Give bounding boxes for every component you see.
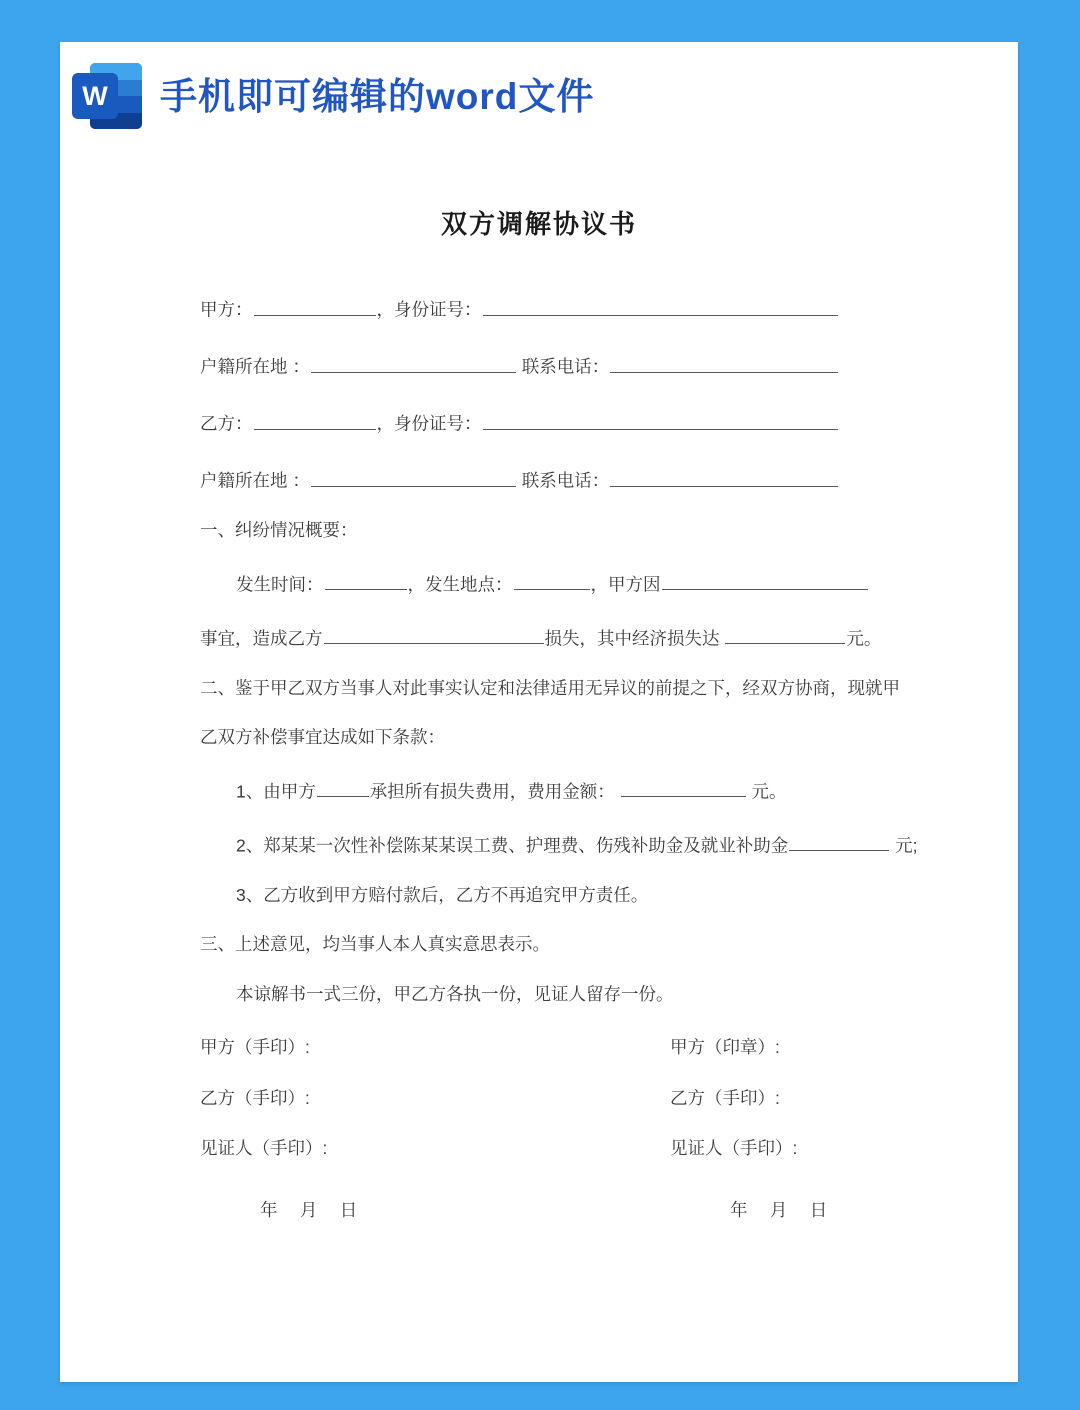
section-three-note: 本谅解书一式三份，甲乙方各执一份，见证人留存一份。 [236, 983, 674, 1004]
party-b-comma: ， [376, 413, 394, 434]
damage-amount-blank[interactable] [725, 626, 845, 645]
clause-1-party-blank[interactable] [317, 779, 369, 798]
banner-title: 手机即可编辑的word文件 [160, 75, 595, 117]
incident-cause-blank[interactable] [662, 572, 868, 591]
signature-party-b-fingerprint-right: 乙方（手印）: [670, 1087, 780, 1108]
signature-party-a-fingerprint: 甲方（手印）: [200, 1037, 310, 1057]
signature-date-left-text: 年 月 日 [260, 1199, 366, 1220]
party-a-comma: ， [376, 299, 394, 320]
signature-date-right-text: 年 月 日 [730, 1199, 836, 1220]
document-banner-header [60, 42, 1018, 150]
section-one-heading: 一、纠纷情况概要： [200, 520, 358, 540]
signature-witness-fingerprint-right: 见证人（手印）: [670, 1138, 798, 1158]
party-a-phone-blank[interactable] [610, 354, 838, 373]
clause-2-suffix: 元; [895, 835, 918, 855]
damage-unit-label: 元。 [846, 628, 882, 648]
party-b-address-label: 户籍所在地 ： [200, 470, 310, 491]
section-two-heading-line-2: 乙双方补偿事宜达成如下条款： [200, 727, 445, 747]
clause-1-amount-blank[interactable] [621, 779, 746, 798]
party-a-name-label: 甲方： [200, 299, 253, 320]
document-form-body [60, 297, 1018, 1219]
incident-time-label: 发生时间： [236, 574, 324, 594]
clause-2-amount-blank[interactable] [789, 833, 889, 852]
word-document-icon [72, 59, 142, 133]
party-b-phone-label: 联系电话： [521, 470, 610, 491]
signature-witness-fingerprint-left: 见证人（手印）: [200, 1138, 328, 1158]
party-b-name-blank[interactable] [254, 411, 376, 430]
signature-date-row [200, 1199, 943, 1220]
document-content [60, 150, 1018, 1219]
signature-row-witness [200, 1140, 943, 1158]
clause-2-prefix: 2、郑某某一次性补偿陈某某误工费、护理费、伤残补助金及就业补助金 [236, 835, 789, 855]
party-b-name-label: 乙方： [200, 413, 253, 434]
section-three-heading: 三、上述意见，均当事人本人真实意思表示。 [200, 934, 550, 954]
signature-date-right [670, 1199, 943, 1220]
damage-prefix-label: 事宜，造成乙方 [200, 628, 323, 648]
signature-party-b-fingerprint-left: 乙方（手印）: [200, 1087, 310, 1108]
clause-1-middle: 承担所有损失费用，费用金额： [369, 781, 615, 801]
party-a-identity-row [200, 297, 943, 319]
party-a-phone-label: 联系电话： [521, 356, 610, 377]
party-a-id-blank[interactable] [483, 297, 838, 316]
section-two-clause-3: 3、乙方收到甲方赔付款后，乙方不再追究甲方责任。 [236, 884, 649, 905]
signature-row-party-b [200, 1087, 943, 1108]
party-a-address-label: 户籍所在地 ： [200, 356, 310, 377]
damage-middle-label: 损失，其中经济损失达 [544, 628, 720, 648]
document-title: 双方调解协议书 [440, 209, 637, 239]
incident-cause-label: ，甲方因 [590, 574, 661, 594]
section-one-incident-row [200, 572, 943, 594]
signature-row-party-a [200, 1039, 943, 1057]
section-one-damage-row [200, 626, 943, 648]
clause-1-prefix: 1、由甲方 [236, 781, 316, 801]
party-a-contact-row [200, 354, 943, 376]
clause-1-suffix: 元。 [751, 781, 787, 801]
party-a-name-blank[interactable] [254, 297, 376, 316]
section-two-heading-line-1: 二、鉴于甲乙双方当事人对此事实认定和法律适用无异议的前提之下，经双方协商，现就甲 [200, 677, 900, 698]
party-b-phone-blank[interactable] [610, 468, 838, 487]
party-a-id-label: 身份证号： [394, 299, 482, 320]
signature-block [200, 1039, 943, 1219]
party-a-address-blank[interactable] [311, 354, 516, 373]
damage-description-blank[interactable] [324, 626, 544, 645]
section-two-clause-2 [200, 833, 943, 855]
section-two-clause-1 [200, 779, 943, 801]
party-b-id-label: 身份证号： [394, 413, 482, 434]
party-b-identity-row [200, 411, 943, 433]
incident-time-blank[interactable] [325, 572, 407, 591]
party-b-contact-row [200, 468, 943, 490]
party-b-id-blank[interactable] [483, 411, 838, 430]
party-b-address-blank[interactable] [311, 468, 516, 487]
incident-place-blank[interactable] [514, 572, 590, 591]
signature-party-a-seal: 甲方（印章）: [670, 1037, 780, 1057]
incident-place-label: ，发生地点： [407, 574, 513, 594]
word-icon-letter-badge: W [72, 73, 118, 119]
signature-date-left [200, 1199, 670, 1220]
document-page [60, 42, 1018, 1382]
